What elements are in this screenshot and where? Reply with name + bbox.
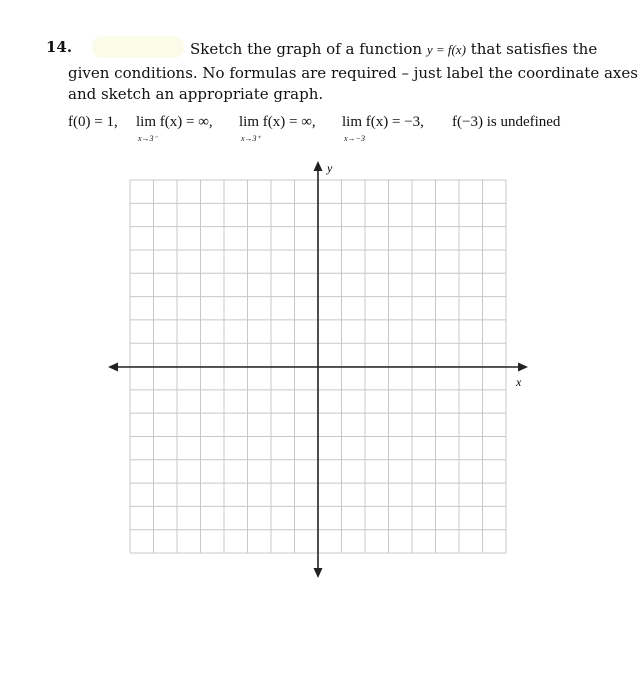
problem-sentence-start: Sketch the graph of a function [190,40,423,58]
problem-sentence-end: that satisfies the [470,40,598,58]
condition-limit-neg3-sub: x→−3 [344,134,365,143]
condition-f0: f(0) = 1, [68,114,118,130]
condition-limit-3-left-sub: x→3⁻ [138,134,158,143]
x-axis-right-arrow [518,363,528,372]
condition-limit-neg3: lim f(x) = −3, [342,114,424,130]
condition-limit-3-right: lim f(x) = ∞, [239,114,316,130]
y-axis-down-arrow [314,568,323,578]
condition-f-neg3: f(−3) is undefined [452,114,561,130]
y-axis-label: y [327,161,333,175]
x-axis-label: x [516,375,522,389]
condition-limit-3-right-sub: x→3⁺ [241,134,261,143]
problem-number: 14. [46,38,73,56]
y-axis-up-arrow [314,161,323,171]
x-axis-left-arrow [108,363,118,372]
problem-line-2: given conditions. No formulas are required – just label the coordinate axes [68,64,638,82]
condition-limit-3-left: lim f(x) = ∞, [136,114,213,130]
inline-function: y = f(x) [426,42,466,57]
problem-line-3: and sketch an appropriate graph. [68,85,324,103]
